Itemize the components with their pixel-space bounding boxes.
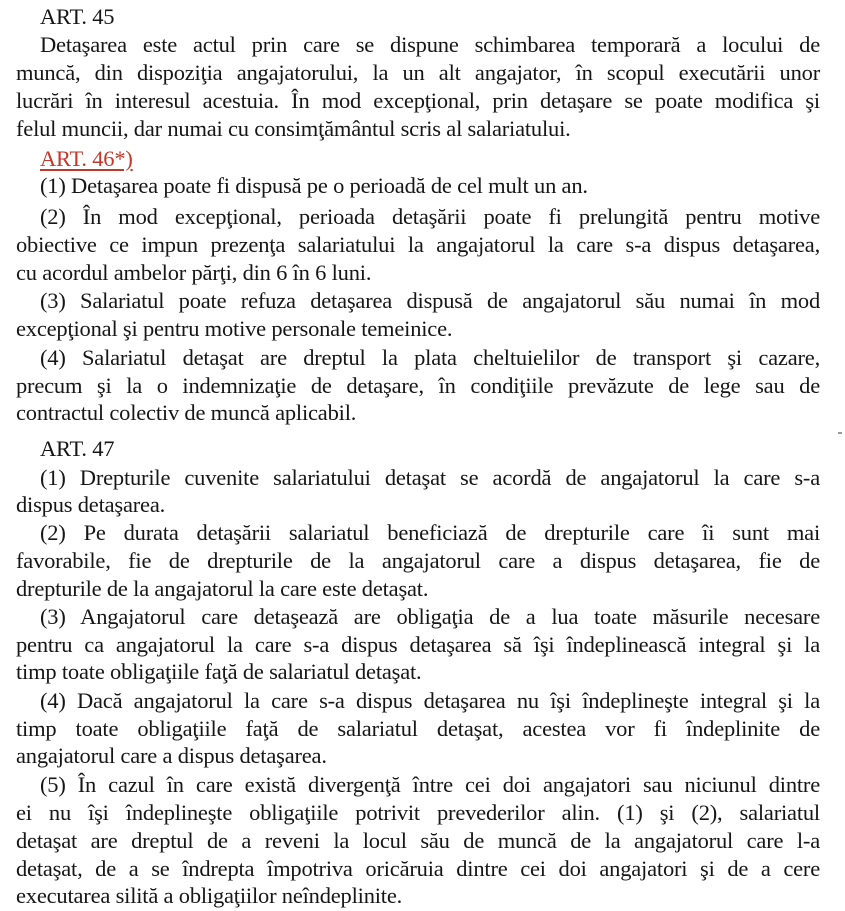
article-47-line: timp toate obligaţiile faţă de salariatul detaşat. (16, 659, 422, 684)
article-47-line: (3) Angajatorul care detaşează are obligaţia de a lua toate măsurile necesare (40, 604, 820, 629)
article-46-line: (3) Salariatul poate refuza detaşarea dispusă de angajatorul său numai în mod (40, 288, 820, 313)
article-47-line: (4) Dacă angajatorul la care s-a dispus detaşarea nu îşi îndeplineşte integral şi la (40, 688, 820, 713)
article-heading-45: ART. 45 (40, 4, 115, 29)
article-46-line: precum şi la o indemnizaţie de detaşare, în condiţiile prevăzute de lege sau de (16, 373, 820, 398)
article-46-line: (1) Detaşarea poate fi dispusă pe o perioadă de cel mult un an. (40, 173, 588, 198)
article-47-line: ei nu îşi îndeplineşte obligaţiile potrivit prevederilor alin. (1) şi (2), salariatul (16, 800, 820, 825)
article-47-line: favorabile, fie de drepturile de la angajatorul care a dispus detaşarea, fie de (16, 548, 820, 573)
article-47-line: executarea silită a obligaţiilor neîndeplinite. (16, 883, 403, 908)
article-heading-47: ART. 47 (40, 436, 115, 461)
article-47-line: (1) Drepturile cuvenite salariatului detaşat se acordă de angajatorul la care s-a (40, 465, 820, 490)
article-47-line: dispus detaşarea. (16, 492, 166, 517)
article-45-line: lucrări în interesul acestuia. În mod excepţional, prin detaşare se poate modifica şi (16, 88, 820, 113)
article-46-line: cu acordul ambelor părţi, din 6 în 6 luni. (16, 260, 372, 285)
article-47-line: detaşat are dreptul de a reveni la locul său de muncă de la angajatorul care l-a (16, 828, 820, 853)
article-45-line: muncă, din dispoziţia angajatorului, la un alt angajator, în scopul executării unor (16, 60, 820, 85)
article-47-line: (2) Pe durata detaşării salariatul beneficiază de drepturile care îi sunt mai (40, 520, 820, 545)
article-heading-46-link[interactable]: ART. 46*) (40, 146, 133, 171)
article-45-line: Detaşarea este actul prin care se dispune schimbarea temporară a locului de (40, 32, 820, 57)
article-47-line: detaşat, de a se îndrepta împotriva oricăruia dintre cei doi angajatori şi de a cere (16, 856, 820, 881)
article-45-line: felul muncii, dar numai cu consimţământul scris al salariatului. (16, 116, 571, 141)
article-47-line: pentru ca angajatorul la care s-a dispus detaşarea să îşi îndeplinească integral şi la (16, 632, 820, 657)
margin-mark (838, 432, 842, 434)
article-46-line: contractul colectiv de muncă aplicabil. (16, 400, 357, 425)
article-47-line: timp toate obligaţiile faţă de salariatul detaşat, acestea vor fi îndeplinite de (16, 716, 820, 741)
article-46-line: (2) În mod excepţional, perioada detaşării poate fi prelungită pentru motive (40, 204, 820, 229)
article-46-line: excepţional şi pentru motive personale temeinice. (16, 316, 453, 341)
article-46-line: (4) Salariatul detaşat are dreptul la plata cheltuielilor de transport şi cazare, (40, 345, 820, 370)
article-47-line: (5) În cazul în care există divergenţă între cei doi angajatori sau niciunul dintre (40, 772, 820, 797)
article-47-line: drepturile de la angajatorul la care este detaşat. (16, 576, 429, 601)
article-46-line: obiective ce impun prezenţa salariatului la angajatorul la care s-a dispus detaşarea, (16, 232, 820, 257)
article-47-line: angajatorul care a dispus detaşarea. (16, 743, 327, 768)
